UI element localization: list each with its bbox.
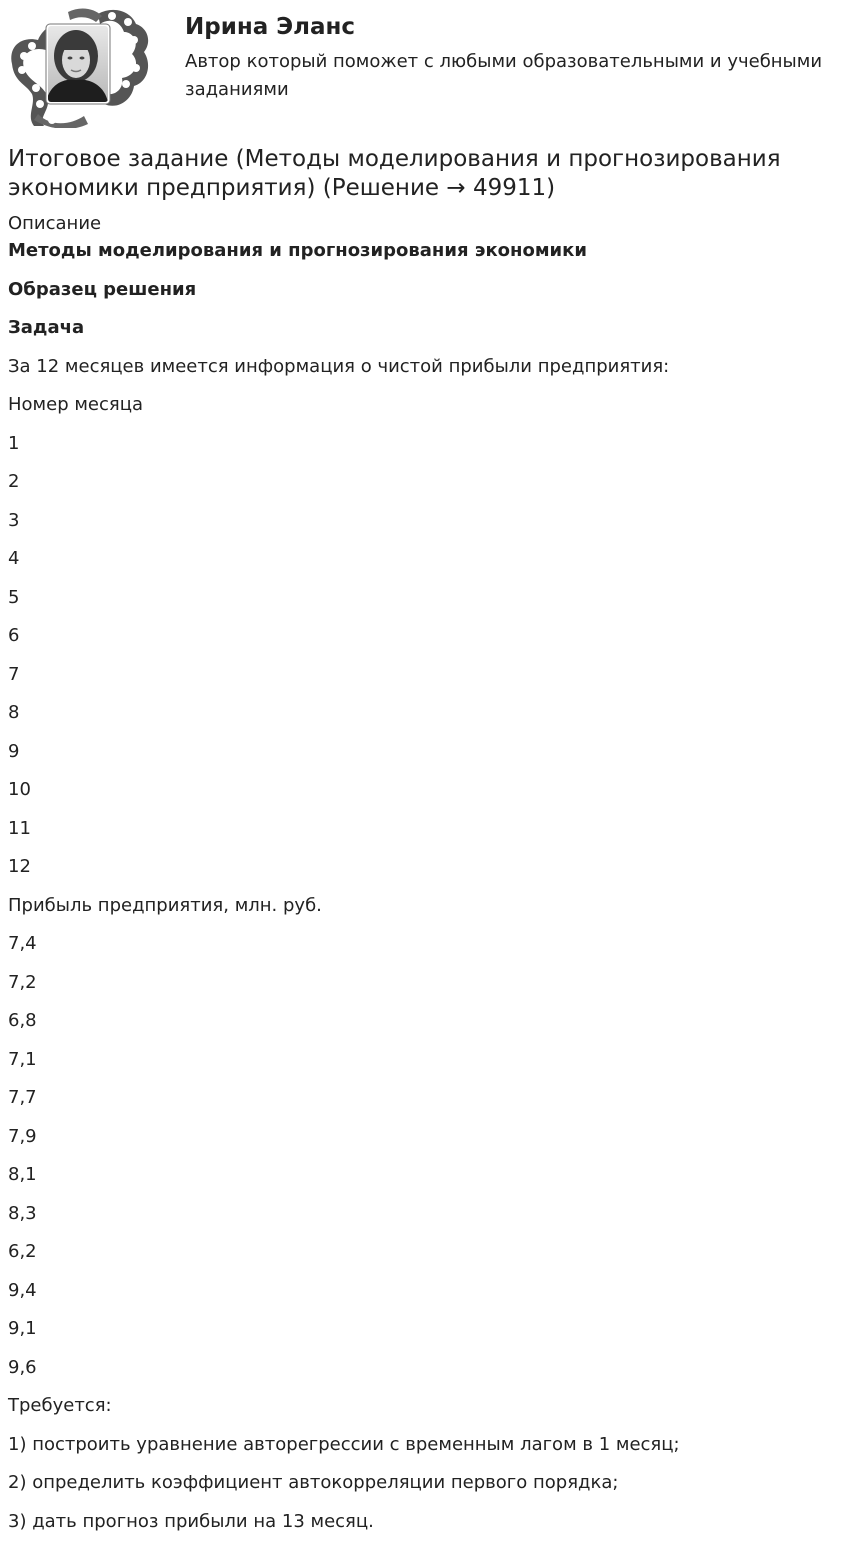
profit-column-header: Прибыль предприятия, млн. руб. (8, 894, 322, 916)
avatar-film-frame-icon (8, 6, 152, 128)
profit-value: 7,1 (8, 1048, 37, 1070)
profit-value: 9,6 (8, 1356, 37, 1378)
month-value: 8 (8, 702, 20, 723)
required-label: Требуется: (8, 1395, 112, 1416)
profit-value: 8,1 (8, 1164, 37, 1185)
profit-value: 9,1 (8, 1318, 37, 1339)
profit-value: 7,2 (8, 971, 37, 993)
month-value: 10 (8, 779, 31, 800)
month-value: 11 (8, 817, 31, 839)
profit-value: 7,9 (8, 1125, 37, 1147)
requirement-item: 1) построить уравнение авторегрессии с временным лагом в 1 месяц; (8, 1433, 680, 1455)
profit-value: 6,8 (8, 1010, 37, 1031)
subject-heading: Методы моделирования и прогнозирования экономики (8, 240, 587, 261)
avatar (8, 6, 152, 128)
month-value: 6 (8, 625, 20, 646)
requirement-item: 3) дать прогноз прибыли на 13 месяц. (8, 1510, 374, 1532)
month-value: 3 (8, 509, 20, 531)
month-value: 1 (8, 432, 20, 454)
month-value: 12 (8, 856, 31, 877)
profit-value: 6,2 (8, 1241, 37, 1262)
month-column-header: Номер месяца (8, 394, 144, 415)
task-intro: За 12 месяцев имеется информация о чистой прибыли предприятия: (8, 355, 670, 377)
profit-value: 7,7 (8, 1087, 37, 1108)
sample-heading: Образец решения (8, 278, 197, 300)
author-description: Автор который поможет с любыми образовательными и учебными заданиями (185, 51, 823, 100)
month-value: 9 (8, 740, 20, 762)
profit-value: 8,3 (8, 1202, 37, 1224)
author-block (8, 6, 838, 130)
month-value: 2 (8, 471, 20, 492)
author-name[interactable]: Ирина Эланс (185, 14, 356, 40)
month-value: 5 (8, 586, 20, 608)
month-value: 4 (8, 548, 20, 569)
requirement-item: 2) определить коэффициент автокорреляции первого порядка; (8, 1472, 619, 1493)
description-label: Описание (8, 213, 102, 234)
task-heading: Задача (8, 317, 85, 338)
profit-value: 7,4 (8, 933, 37, 954)
profit-value: 9,4 (8, 1279, 37, 1301)
author-info (185, 11, 825, 104)
month-value: 7 (8, 663, 20, 685)
main-content (8, 145, 838, 1546)
page-title: Итоговое задание (Методы моделирования и прогнозирования экономики предприятия) (Решение → 49911) (8, 146, 781, 201)
